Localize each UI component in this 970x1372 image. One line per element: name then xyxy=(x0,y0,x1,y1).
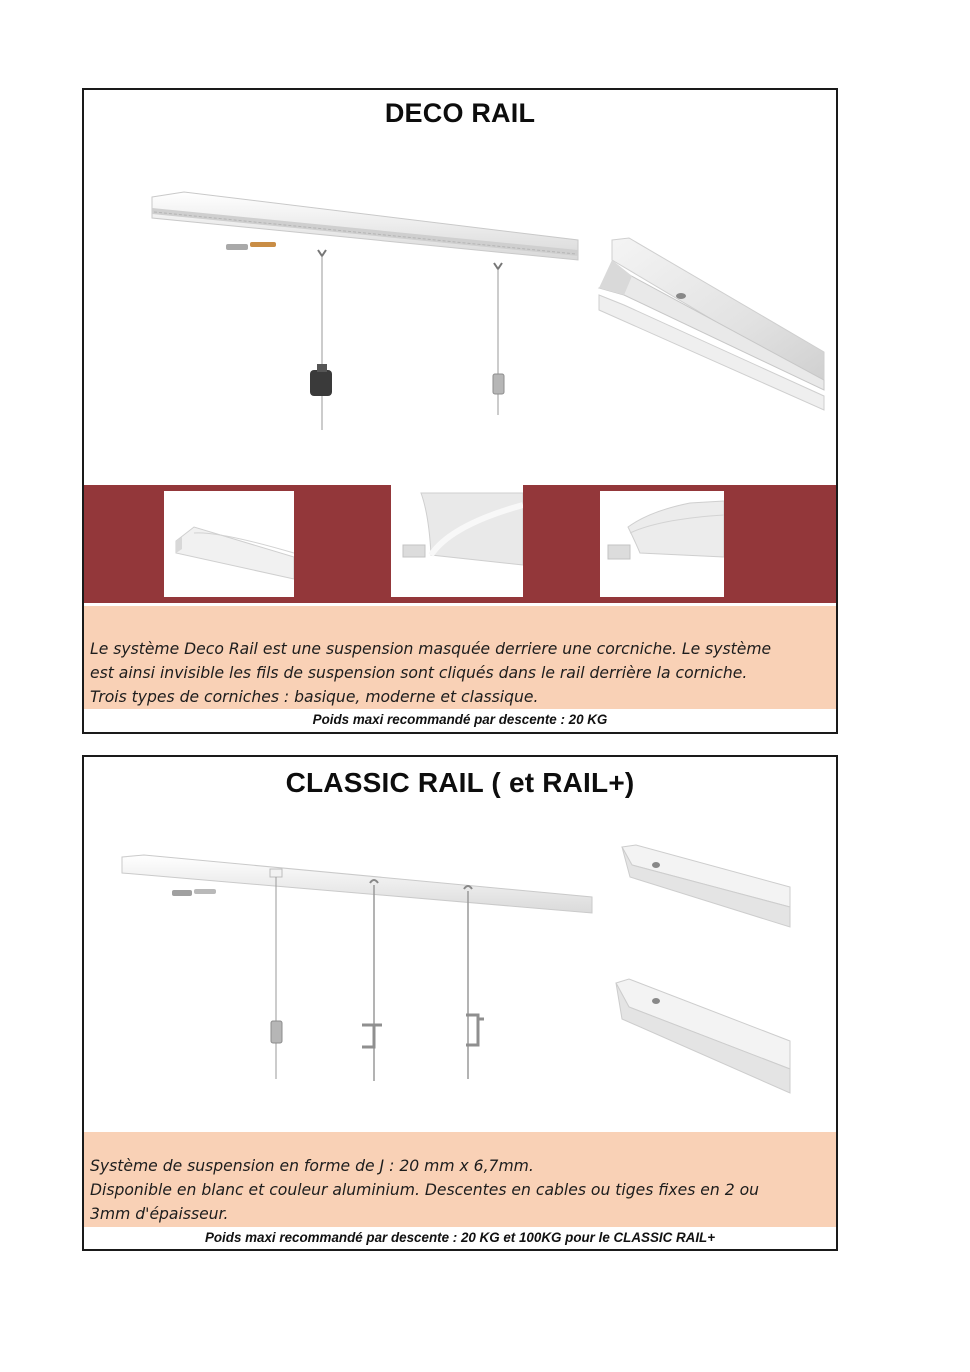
cornice-classic-thumbnail xyxy=(600,491,724,597)
classic-rail-panel xyxy=(82,755,838,1251)
screw-icon xyxy=(172,889,216,896)
classic-description-line: Système de suspension en forme de J : 20 mm x 6,7mm. xyxy=(90,1157,534,1175)
classic-rail-title: CLASSIC RAIL ( et RAIL+) xyxy=(285,767,635,798)
deco-description-line: Le système Deco Rail est une suspension masquée derriere une corcniche. Le système xyxy=(90,640,772,658)
rail-profile-closeup xyxy=(622,845,790,927)
cornice-modern-thumbnail xyxy=(391,485,523,597)
classic-description-band xyxy=(84,1132,836,1227)
rod-hanger-icon xyxy=(464,886,484,1079)
classic-description-line: 3mm d'épaisseur. xyxy=(90,1205,229,1223)
classic-weight-note: Poids maxi recommandé par descente : 20 KG et 100KG pour le CLASSIC RAIL+ xyxy=(204,1230,716,1245)
cable-hanger-icon xyxy=(271,877,282,1079)
rail-profile-closeup xyxy=(616,979,790,1093)
deco-weight-note: Poids maxi recommandé par descente : 20 KG xyxy=(312,712,608,727)
classic-description-line: Disponible en blanc et couleur aluminium. Descentes en cables ou tiges fixes en 2 ou xyxy=(90,1181,760,1199)
cornice-basic-thumbnail xyxy=(164,491,294,597)
deco-rail-panel xyxy=(82,88,838,734)
deco-description-line: Trois types de corniches : basique, moderne et classique. xyxy=(90,688,539,706)
deco-description-band xyxy=(84,606,836,709)
cornice-band xyxy=(84,485,836,603)
rod-hanger-icon xyxy=(362,880,382,1081)
rail-profile-closeup xyxy=(599,238,824,410)
deco-rail-illustration xyxy=(84,90,836,485)
classic-rail-illustration xyxy=(84,757,836,1132)
deco-description-line: est ainsi invisible les fils de suspension sont cliqués dans le rail derrière la corniche. xyxy=(90,664,748,682)
screw-icon xyxy=(226,242,276,250)
cable-hanger-icon xyxy=(310,250,332,430)
rod-hanger-icon xyxy=(493,263,504,415)
deco-rail-title: DECO RAIL xyxy=(384,98,536,128)
deco-description xyxy=(90,637,828,709)
classic-description xyxy=(90,1154,828,1226)
